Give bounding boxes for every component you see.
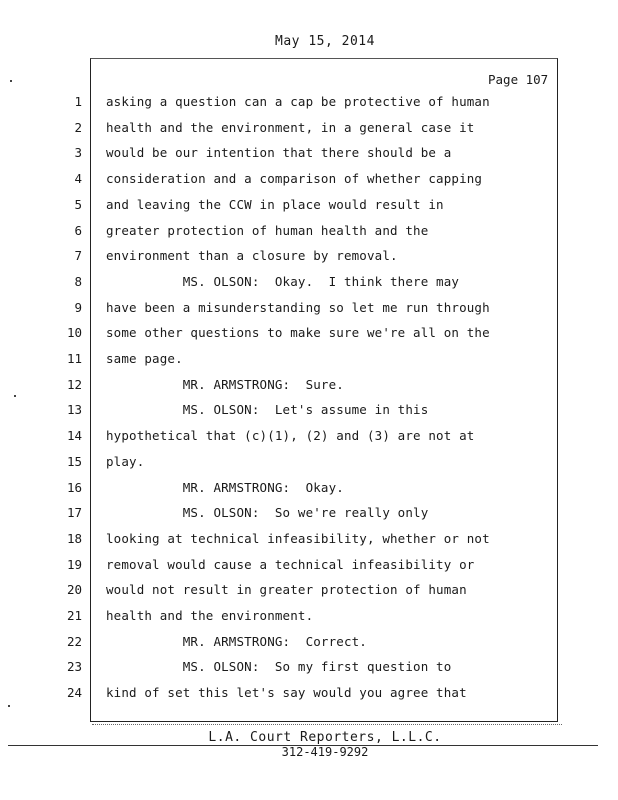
line-number: 18	[66, 531, 82, 546]
transcript-line: MS. OLSON: Let's assume in this	[106, 402, 429, 417]
line-number: 1	[74, 94, 82, 109]
transcript-line: greater protection of human health and the	[106, 223, 429, 238]
transcript-line: MR. ARMSTRONG: Sure.	[106, 377, 344, 392]
line-number: 14	[66, 428, 82, 443]
transcript-line: would be our intention that there should be a	[106, 145, 452, 160]
page-number: Page 107	[488, 72, 549, 87]
line-number: 12	[66, 377, 82, 392]
line-number: 3	[74, 145, 82, 160]
line-number: 6	[74, 223, 82, 238]
transcript-line: health and the environment.	[106, 608, 314, 623]
transcript-line: would not result in greater protection of human	[106, 582, 467, 597]
scan-speck	[14, 395, 16, 397]
line-number: 20	[66, 582, 82, 597]
line-number: 22	[66, 634, 82, 649]
transcript-line: MS. OLSON: Okay. I think there may	[106, 274, 460, 289]
transcript-line: asking a question can a cap be protective of human	[106, 94, 490, 109]
transcript-line: same page.	[106, 351, 183, 366]
line-number: 10	[66, 325, 82, 340]
transcript-line: and leaving the CCW in place would result in	[106, 197, 444, 212]
line-number: 17	[66, 505, 82, 520]
line-number: 5	[74, 197, 82, 212]
transcript-line: environment than a closure by removal.	[106, 248, 398, 263]
line-number: 16	[66, 480, 82, 495]
line-number: 2	[74, 120, 82, 135]
line-number: 7	[74, 248, 82, 263]
transcript-line: health and the environment, in a general case it	[106, 120, 475, 135]
frame-bottom-border	[92, 718, 562, 725]
transcript-line: looking at technical infeasibility, whether or not	[106, 531, 490, 546]
line-number: 19	[66, 557, 82, 572]
court-reporter-phone: 312-419-9292	[281, 745, 369, 759]
line-number: 11	[66, 351, 82, 366]
transcript-line: consideration and a comparison of whether capping	[106, 171, 483, 186]
transcript-line: MS. OLSON: So my first question to	[106, 659, 452, 674]
court-reporter-name: L.A. Court Reporters, L.L.C.	[208, 730, 442, 745]
line-number: 23	[66, 659, 82, 674]
transcript-line: some other questions to make sure we're all on the	[106, 325, 490, 340]
transcript-line: kind of set this let's say would you agree that	[106, 685, 467, 700]
transcript-date: May 15, 2014	[275, 34, 375, 49]
transcript-line: MS. OLSON: So we're really only	[106, 505, 429, 520]
line-number: 4	[74, 171, 82, 186]
transcript-line: hypothetical that (c)(1), (2) and (3) are not at	[106, 428, 475, 443]
line-number: 13	[66, 402, 82, 417]
line-number: 8	[74, 274, 82, 289]
scan-speck	[8, 705, 10, 707]
transcript-line: have been a misunderstanding so let me run through	[106, 300, 490, 315]
line-number: 24	[66, 685, 82, 700]
transcript-line: removal would cause a technical infeasibility or	[106, 557, 475, 572]
line-number: 15	[66, 454, 82, 469]
transcript-line: MR. ARMSTRONG: Correct.	[106, 634, 367, 649]
transcript-line: MR. ARMSTRONG: Okay.	[106, 480, 344, 495]
line-number: 21	[66, 608, 82, 623]
line-number: 9	[74, 300, 82, 315]
transcript-line: play.	[106, 454, 145, 469]
scan-speck	[10, 80, 12, 82]
